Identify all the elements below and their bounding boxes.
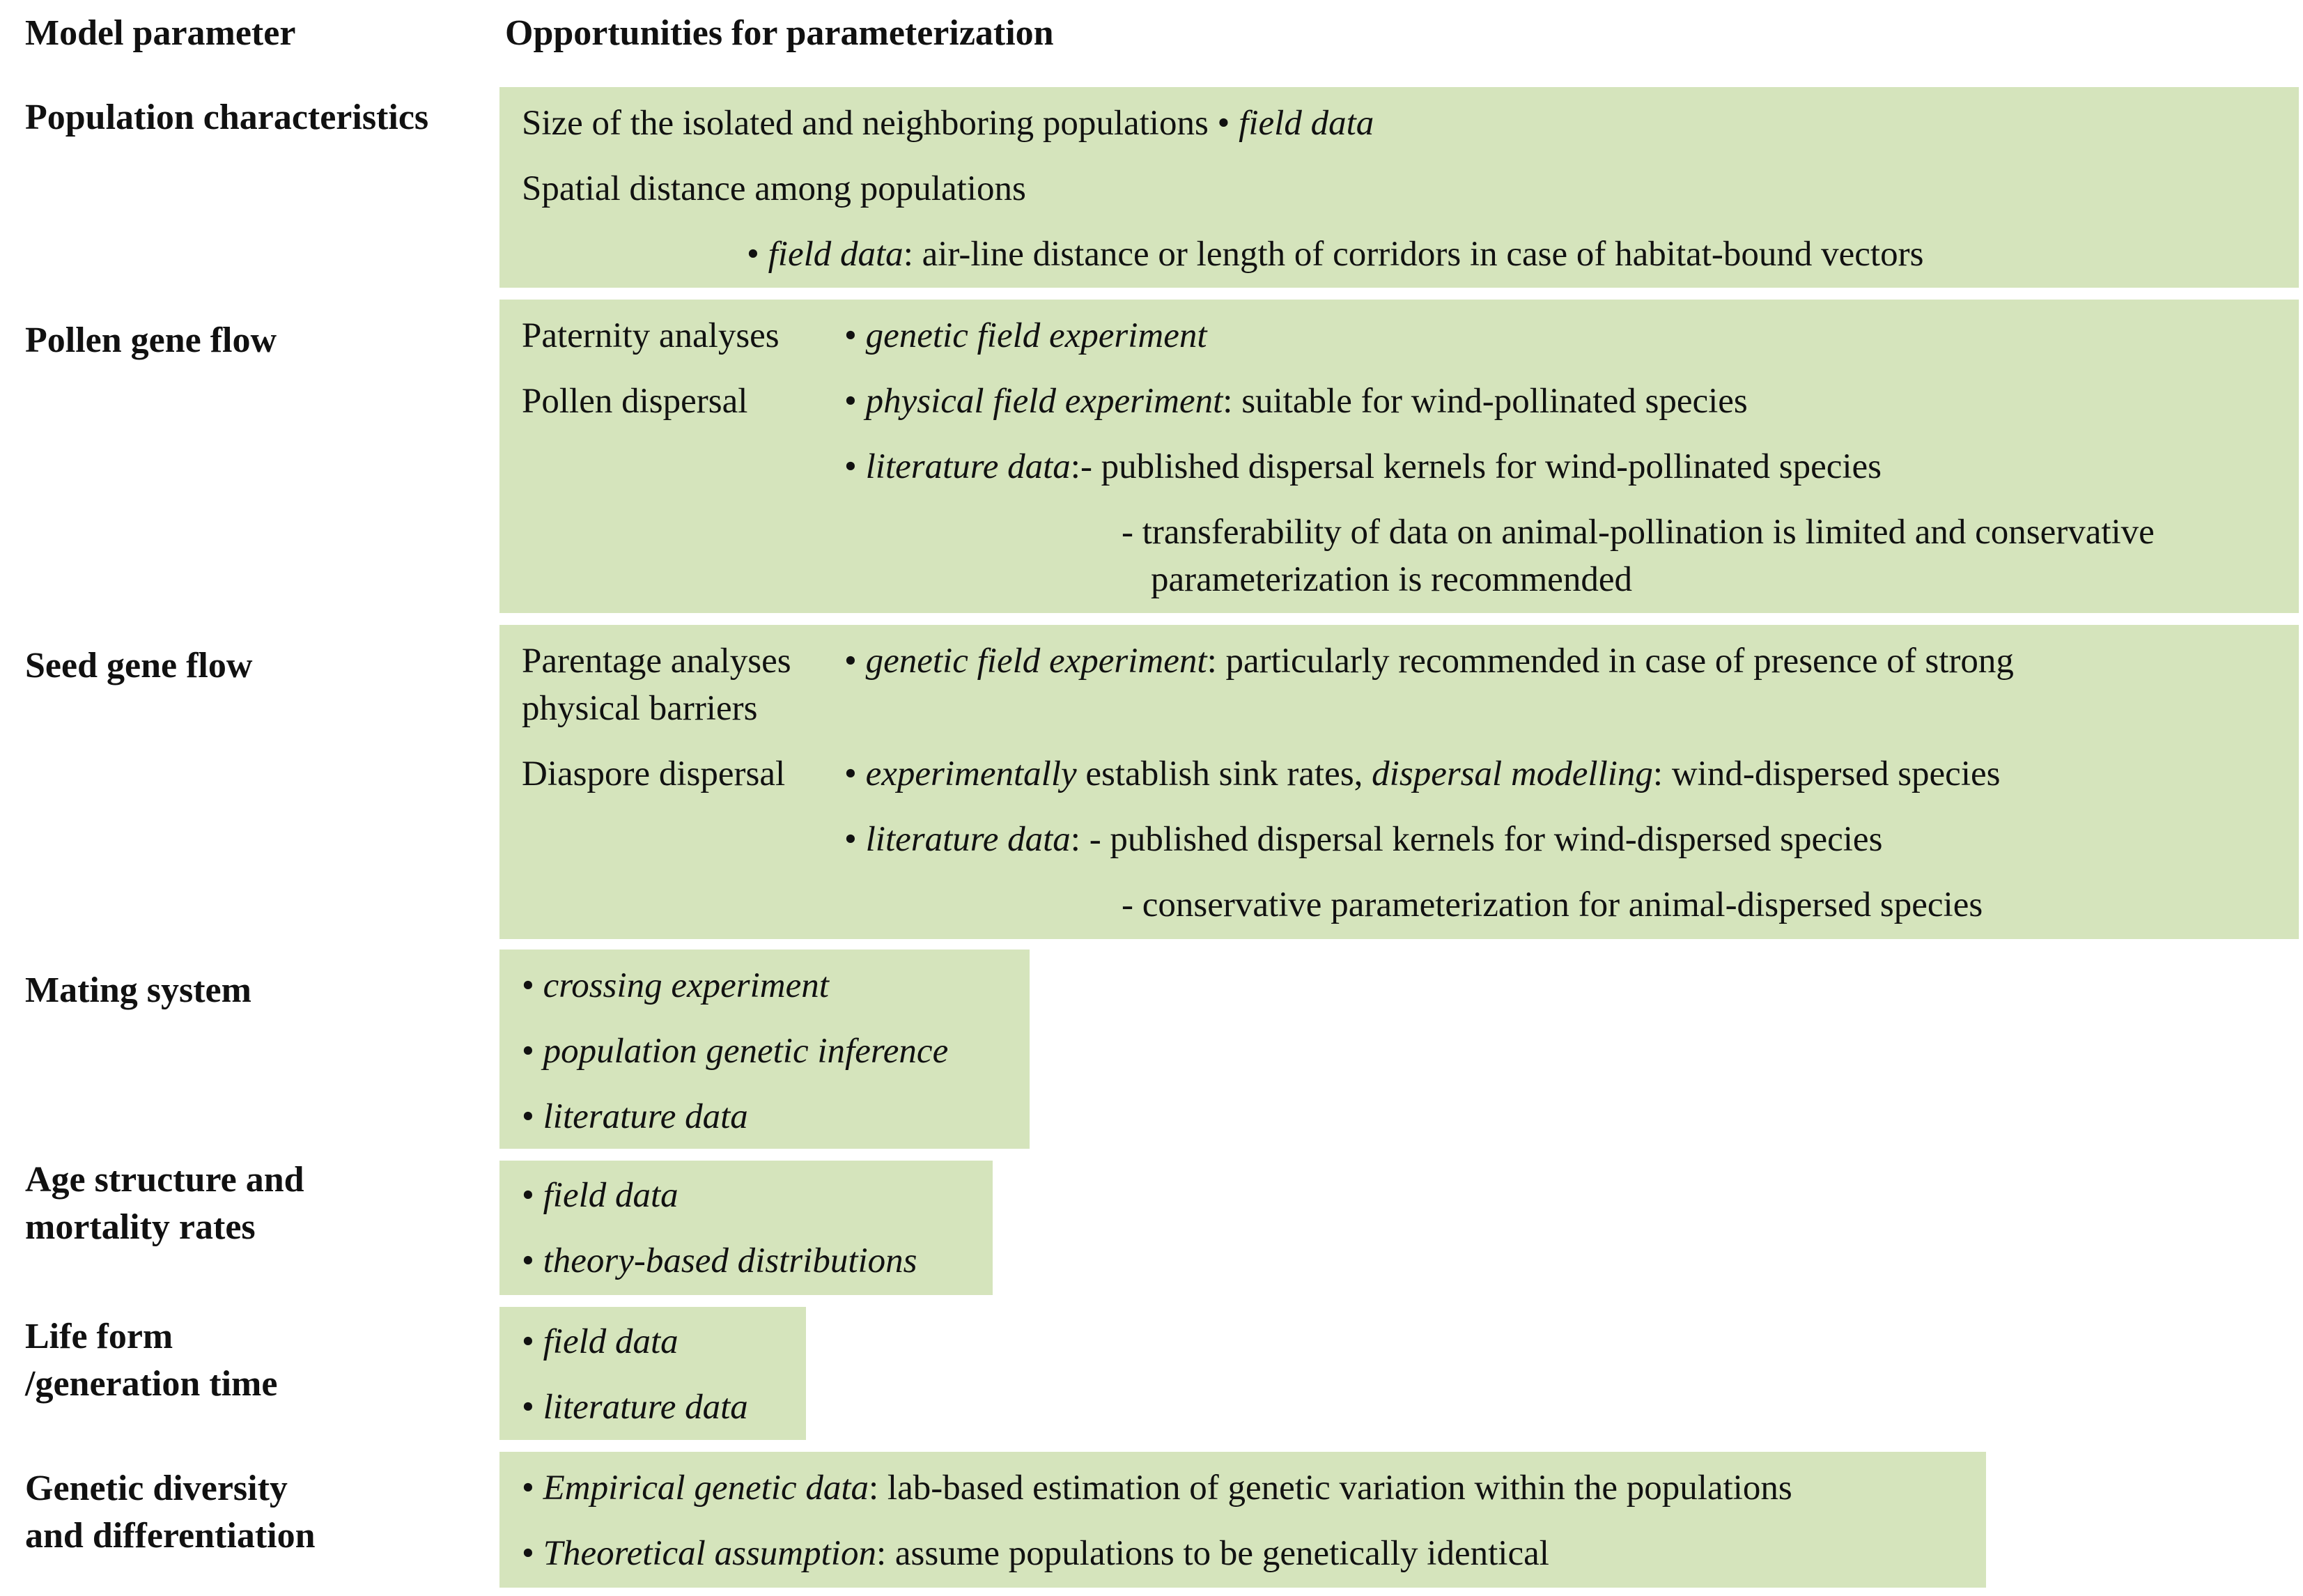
mating-item-text: literature data: [543, 1097, 748, 1136]
age-item-text: field data: [543, 1176, 679, 1215]
spatial-distance-method-line: [747, 233, 1923, 275]
parentage-analyses-method: [844, 640, 2014, 682]
bullet: •: [522, 1176, 543, 1215]
spatial-distance-detail: : air-line distance or length of corridors in case of habitat-bound vectors: [903, 235, 1924, 274]
population-size-method: field data: [1239, 104, 1374, 143]
row-label-seed-gene-flow: Seed gene flow: [25, 646, 253, 685]
pollen-transferability-line-2: parameterization is recommended: [1151, 560, 1633, 599]
bullet: •: [844, 820, 866, 859]
bullet: •: [844, 316, 866, 355]
diaspore-dispersal-method-1: [844, 753, 2000, 795]
genetic-item-1-ital: Empirical genetic data: [543, 1469, 869, 1508]
life-label-line-1: Life form: [25, 1317, 173, 1356]
genetic-diversity-box: [499, 1452, 1986, 1588]
spatial-distance-method: field data: [768, 235, 904, 274]
age-item: [522, 1175, 679, 1216]
life-item: [522, 1321, 679, 1363]
bullet: •: [522, 1534, 543, 1573]
age-label-line-2: mortality rates: [25, 1207, 256, 1247]
parentage-method-ital: genetic field experiment: [865, 642, 1207, 681]
paternity-method-text: genetic field experiment: [865, 316, 1207, 355]
pollen-method-2-text: :- published dispersal kernels for wind-pollinated species: [1070, 447, 1882, 486]
genetic-label-line-2: and differentiation: [25, 1516, 316, 1556]
diaspore-conservative-line: - conservative parameterization for animal-dispersed species: [1122, 885, 1983, 924]
age-item-text: theory-based distributions: [543, 1241, 917, 1280]
bullet: •: [522, 1032, 543, 1071]
parentage-method-text: : particularly recommended in case of presence of strong: [1207, 642, 2014, 681]
row-label-genetic-diversity: [25, 1465, 316, 1560]
column-header-model-parameter: Model parameter: [25, 13, 296, 53]
diaspore-method-2-text: : - published dispersal kernels for wind-dispersed species: [1070, 820, 1883, 859]
bullet: •: [747, 235, 768, 274]
diaspore-method-1-ital-b: dispersal modelling: [1372, 754, 1653, 793]
life-item: [522, 1386, 748, 1428]
bullet: •: [844, 754, 866, 793]
age-structure-box: [499, 1161, 993, 1295]
genetic-item-2-text: : assume populations to be genetically identical: [876, 1534, 1549, 1573]
pollen-transferability-line-1: - transferability of data on animal-pollination is limited and conservative: [1122, 513, 2155, 552]
column-header-opportunities: Opportunities for parameterization: [505, 13, 1054, 53]
diaspore-method-1-text-b: : wind-dispersed species: [1652, 754, 2001, 793]
mating-item: [522, 1096, 748, 1138]
diaspore-method-2-ital: literature data: [865, 820, 1071, 859]
pollen-method-1-text: : suitable for wind-pollinated species: [1223, 382, 1748, 421]
population-size-line: [522, 102, 1374, 144]
life-item-text: literature data: [543, 1388, 748, 1427]
mating-item: [522, 965, 829, 1007]
bullet: •: [844, 642, 866, 681]
diaspore-dispersal-method-2: [844, 819, 1882, 860]
bullet: •: [844, 447, 866, 486]
pollen-dispersal-method-1: [844, 380, 1748, 422]
genetic-item-theoretical: [522, 1533, 1549, 1574]
mating-item-text: crossing experiment: [543, 966, 829, 1005]
pollen-dispersal-label: Pollen dispersal: [522, 382, 748, 421]
diaspore-dispersal-label: Diaspore dispersal: [522, 754, 786, 793]
genetic-item-empirical: [522, 1467, 1792, 1509]
genetic-item-2-ital: Theoretical assumption: [543, 1534, 876, 1573]
parentage-analyses-label-1: Parentage analyses: [522, 642, 791, 681]
bullet: •: [522, 966, 543, 1005]
pollen-gene-flow-box: [499, 300, 2299, 613]
bullet: •: [522, 1388, 543, 1427]
life-form-box: [499, 1307, 806, 1440]
bullet: •: [522, 1241, 543, 1280]
age-item: [522, 1240, 917, 1282]
mating-item: [522, 1030, 948, 1072]
life-item-text: field data: [543, 1322, 679, 1361]
row-label-population-characteristics: Population characteristics: [25, 98, 429, 137]
age-label-line-1: Age structure and: [25, 1160, 304, 1200]
row-label-mating-system: Mating system: [25, 970, 251, 1010]
row-label-life-form: [25, 1313, 277, 1408]
genetic-item-1-text: : lab-based estimation of genetic variation within the populations: [869, 1469, 1792, 1508]
bullet: •: [844, 382, 866, 421]
seed-gene-flow-box: [499, 625, 2299, 939]
life-label-line-2: /generation time: [25, 1364, 278, 1404]
row-label-pollen-gene-flow: Pollen gene flow: [25, 320, 277, 360]
bullet: •: [522, 1469, 543, 1508]
paternity-analyses-label: Paternity analyses: [522, 316, 780, 355]
pollen-method-1-ital: physical field experiment: [865, 382, 1223, 421]
paternity-analyses-method: [844, 315, 1207, 357]
diaspore-method-1-ital-a: experimentally: [865, 754, 1077, 793]
bullet: •: [522, 1097, 543, 1136]
pollen-dispersal-method-2: [844, 446, 1882, 488]
row-label-age-structure: [25, 1156, 304, 1251]
mating-item-text: population genetic inference: [543, 1032, 949, 1071]
bullet: •: [522, 1322, 543, 1361]
genetic-label-line-1: Genetic diversity: [25, 1469, 288, 1508]
population-size-text: Size of the isolated and neighboring populations •: [522, 104, 1239, 143]
population-characteristics-box: [499, 87, 2299, 288]
parentage-analyses-label-2: physical barriers: [522, 689, 758, 728]
mating-system-box: [499, 950, 1030, 1149]
pollen-method-2-ital: literature data: [865, 447, 1071, 486]
spatial-distance-line: Spatial distance among populations: [522, 169, 1026, 208]
diaspore-method-1-text-a: establish sink rates,: [1076, 754, 1372, 793]
